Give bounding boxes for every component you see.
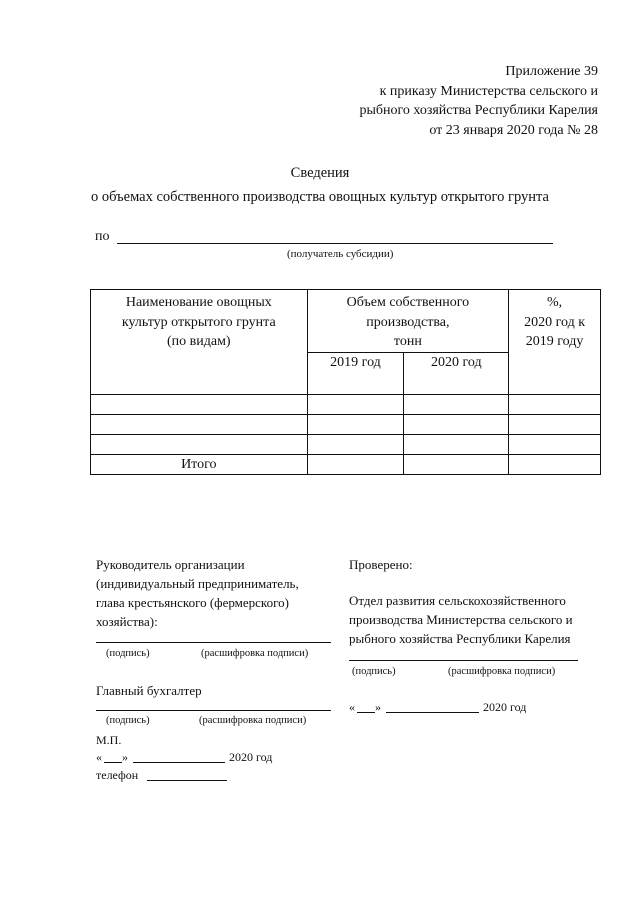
head-label-line-2: (индивидуальный предприниматель, (96, 576, 299, 591)
header-volume-line-3: тонн (393, 334, 422, 349)
head-decode-caption: (расшифровка подписи) (201, 648, 309, 659)
production-table (90, 289, 601, 475)
appendix-line-3: рыбного хозяйства Республики Карелия (359, 103, 598, 118)
header-year-2020: 2020 год (404, 352, 509, 394)
table-cell[interactable] (307, 434, 404, 454)
table-cell[interactable] (509, 394, 601, 414)
head-signature-line[interactable] (96, 642, 331, 643)
header-crop-name (91, 290, 308, 395)
head-label-line-1: Руководитель организации (96, 557, 245, 572)
table-cell[interactable] (404, 454, 509, 475)
header-percent-line-3: 2019 году (525, 334, 584, 349)
head-label-line-4: хозяйства): (96, 614, 158, 629)
table-cell[interactable] (404, 394, 509, 414)
phone-label: телефон (96, 768, 139, 782)
checker-signature-line[interactable] (349, 660, 578, 661)
accountant-decode-caption: (расшифровка подписи) (199, 715, 307, 726)
header-volume-line-2: производства, (366, 314, 450, 330)
stamp-label: М.П. (96, 733, 122, 747)
phone-line[interactable] (147, 780, 227, 781)
header-percent (509, 290, 601, 395)
right-date-year: 2020 год (483, 700, 527, 714)
right-date-day-line[interactable] (357, 712, 375, 713)
checker-decode-caption: (расшифровка подписи) (448, 666, 556, 677)
table-cell[interactable] (91, 434, 308, 454)
appendix-line-1: Приложение 39 (505, 64, 598, 79)
table-cell[interactable] (307, 454, 404, 475)
dept-line-2: производства Министерства сельского и (349, 612, 573, 627)
header-percent-line-2: 2020 год к (524, 314, 586, 330)
table-cell[interactable] (404, 434, 509, 454)
checker-sign-caption: (подпись) (352, 666, 396, 677)
right-date-close-quote: » (375, 700, 381, 714)
header-crop-name-line-3: (по видам) (166, 334, 231, 349)
dept-line-1: Отдел развития сельскохозяйственного (349, 593, 566, 608)
header-year-2019: 2019 год (307, 352, 404, 394)
dept-line-3: рыбного хозяйства Республики Карелия (349, 631, 571, 646)
accountant-label: Главный бухгалтер (96, 683, 202, 698)
table-cell[interactable] (91, 414, 308, 434)
table-cell[interactable] (509, 414, 601, 434)
right-date-open-quote: « (349, 700, 355, 714)
table-row (91, 414, 601, 434)
table-cell[interactable] (91, 394, 308, 414)
header-volume-line-1: Объем собственного (346, 295, 470, 310)
document-title: Сведения (290, 165, 350, 181)
table-cell[interactable] (404, 414, 509, 434)
left-date-open-quote: « (96, 750, 102, 764)
head-label-line-3: глава крестьянского (фермерского) (96, 595, 289, 610)
appendix-line-2: к приказу Министерства сельского и (379, 83, 598, 99)
header-crop-name-line-1: Наименование овощных (125, 295, 272, 310)
right-date-month-line[interactable] (386, 712, 479, 713)
table-cell[interactable] (307, 394, 404, 414)
total-row (91, 454, 601, 475)
recipient-prefix: по (95, 229, 110, 244)
appendix-line-4: от 23 января 2020 года № 28 (429, 122, 598, 138)
total-label: Итого (91, 454, 308, 475)
header-percent-line-1: %, (547, 295, 563, 310)
left-date-close-quote: » (122, 750, 128, 764)
document-subtitle: о объемах собственного производства овощных культур открытого грунта (91, 189, 549, 205)
table-row (91, 434, 601, 454)
left-date-day-line[interactable] (104, 762, 122, 763)
appendix-header (359, 62, 598, 140)
head-sign-caption: (подпись) (106, 648, 150, 659)
recipient-caption: (получатель субсидии) (287, 248, 394, 260)
table-cell[interactable] (509, 434, 601, 454)
table-cell[interactable] (509, 454, 601, 475)
header-volume (307, 290, 509, 353)
left-date-month-line[interactable] (133, 762, 225, 763)
table-cell[interactable] (307, 414, 404, 434)
recipient-line[interactable] (117, 243, 553, 244)
header-crop-name-line-2: культур открытого грунта (121, 314, 276, 330)
left-date-year: 2020 год (229, 750, 273, 764)
checked-label: Проверено: (349, 557, 413, 572)
accountant-signature-line[interactable] (96, 710, 331, 711)
accountant-sign-caption: (подпись) (106, 715, 150, 726)
table-row (91, 394, 601, 414)
